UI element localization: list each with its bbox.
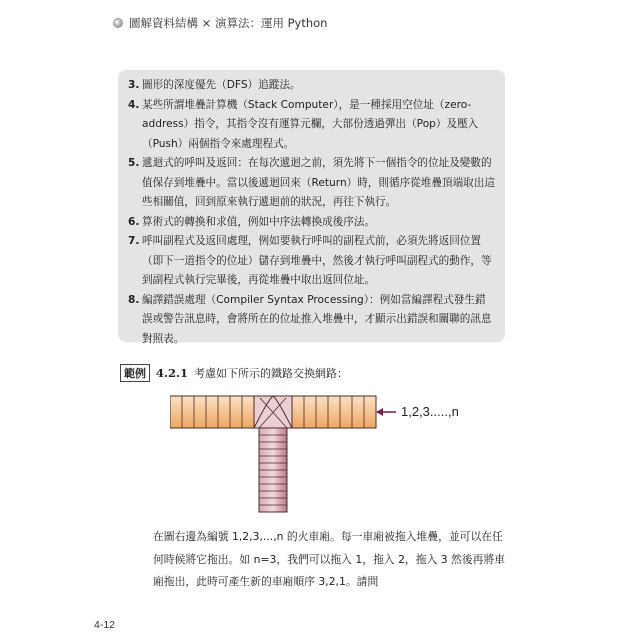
book-title: 圖解資料結構 × 演算法：運用 Python [129,16,328,30]
circle-bullet-icon [113,18,123,28]
list-item [128,76,495,96]
list-item-text: 某些所謂堆疊計算機（Stack Computer），是一種採用空位址（zero-address）指令，其指令沒有運算元欄，大部份透過彈出（Pop）及壓入（Push）兩個指令來處理程式。 [142,98,479,150]
list-item-text: 算術式的轉換和求值，例如中序法轉換成後序法。 [142,215,376,228]
list-item-number: 3. [128,79,140,91]
left-track [170,396,254,428]
applications-list-box [118,70,505,345]
right-track [292,396,376,428]
page-number: 4-12 [94,619,116,631]
list-item [128,96,495,155]
list-item [128,213,495,233]
list-item-number: 8. [128,293,140,306]
track-switch-junction [254,396,292,428]
list-item-number: 5. [128,157,140,169]
railway-switching-diagram [170,392,400,516]
running-header [113,15,327,31]
example-caption: 考慮如下所示的鐵路交換網路： [194,367,349,380]
incoming-arrow-icon [376,408,396,416]
example-body-paragraph: 在圖右邊為編號 1,2,3,...,n 的火車廂。每一車廂被拖入堆疊，並可以在任何時候將它拖出。如 n=3，我們可以拖入 1，拖入 2，拖入 3 然後再將車廂拖出，此時可產生新的車廂順序 3,2,1。請問 [153,530,506,588]
car-sequence-label: 1,2,3.....,n [401,404,459,419]
list-item-text: 呼叫副程式及返回處理，例如要執行呼叫的副程式前，必須先將返回位置（即下一道指令的位址）儲存到堆疊中，然後才執行呼叫副程式的動作，等到副程式執行完畢後，再從堆疊中取出返回位址。 [142,235,492,286]
list-item [128,232,495,291]
example-number: 4.2.1 [156,366,189,380]
left-track-body [170,396,254,428]
list-item-number: 4. [128,98,140,111]
list-item-number: 6. [128,215,140,228]
list-item-text: 圖形的深度優先（DFS）追蹤法。 [142,79,301,91]
list-item-text: 遞迴式的呼叫及返回：在每次遞迴之前，須先將下一個指令的位址及變數的值保存到堆疊中。當以後遞迴回來（Return）時，則循序從堆疊頂端取出這些相關值，回到原來執行遞迴前的狀況，再往下執行。 [142,157,495,208]
list-item-number: 7. [128,235,140,247]
list-item [128,154,495,213]
stack-spur [259,428,287,512]
example-tag: 範例 [120,364,150,382]
right-track-body [292,396,376,428]
list-item [128,291,495,350]
list-item-text: 編譯錯誤處理（Compiler Syntax Processing）：例如當編譯程式發生錯誤或警告訊息時，會將所在的位址推入堆疊中，才顯示出錯誤和關聯的訊息對照表。 [142,293,492,345]
example-heading [120,364,348,382]
